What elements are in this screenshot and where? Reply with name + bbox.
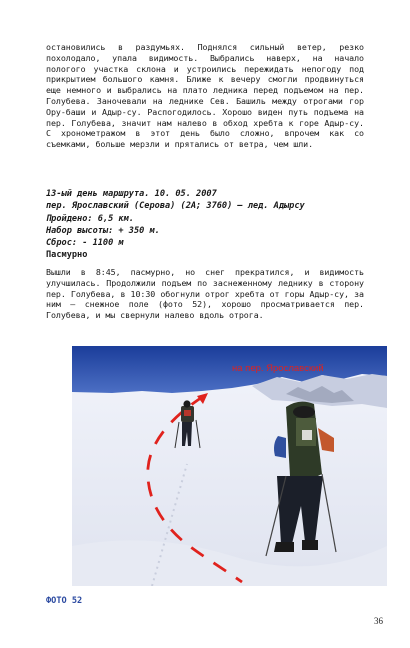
day-title: 13-ый день маршрута. 10. 05. 2007 [46,189,217,199]
paragraph-2: Вышли в 8:45, пасмурно, но снег прекратился, и видимость улучшилась. Продолжили подъем по заснеженному леднику в сторону пер. Голубева, в 10:30 обогнули отрог хребта от горы Адыр-су, за ним – снежное поле (фото 52), хорошо просматривается пер. Голубева, и мы свернули налево вдоль отрога. [46,267,364,321]
photo-52 [72,346,387,586]
photo-scene [72,346,387,586]
day-route: пер. Ярославский (Серова) (2А; 3760) – лед. Адырсу [46,201,305,212]
photo-caption: ФОТО 52 [46,596,83,606]
paragraph-1: остановились в раздумьях. Поднялся сильный ветер, резко похолодало, упала видимость. Выбрались наверх, на начало пологого участка склона и устроились пережидать непогоду под прикрытием большого камня. Ближе к вечеру смогли продвинуться еще немного и выбрались на плато ледника перед подъемом на пер. Голубева. Заночевали на леднике Сев. Башиль между отрогами гор Ору-баши и Адыр-су. Распогодилось. Хорошо виден путь подъема на пер. Голубева, значит нам налево в обход хребта к горе Адыр-су. С хронометражом в этот день было сложно, впрочем как со съемками, больше мерзли и прятались от ветра, чем шли. [46,42,364,150]
day-header [46,188,364,262]
day-ascent: Набор высоты: + 350 м. [46,225,160,236]
day-distance: Пройдено: 6,5 км. [46,213,134,224]
page-number: 36 [374,616,383,626]
day-descent: Сброс: - 1100 м [46,238,124,249]
photo-annotation: на пер. Ярославский [232,363,324,374]
day-weather: Пасмурно [46,250,88,261]
